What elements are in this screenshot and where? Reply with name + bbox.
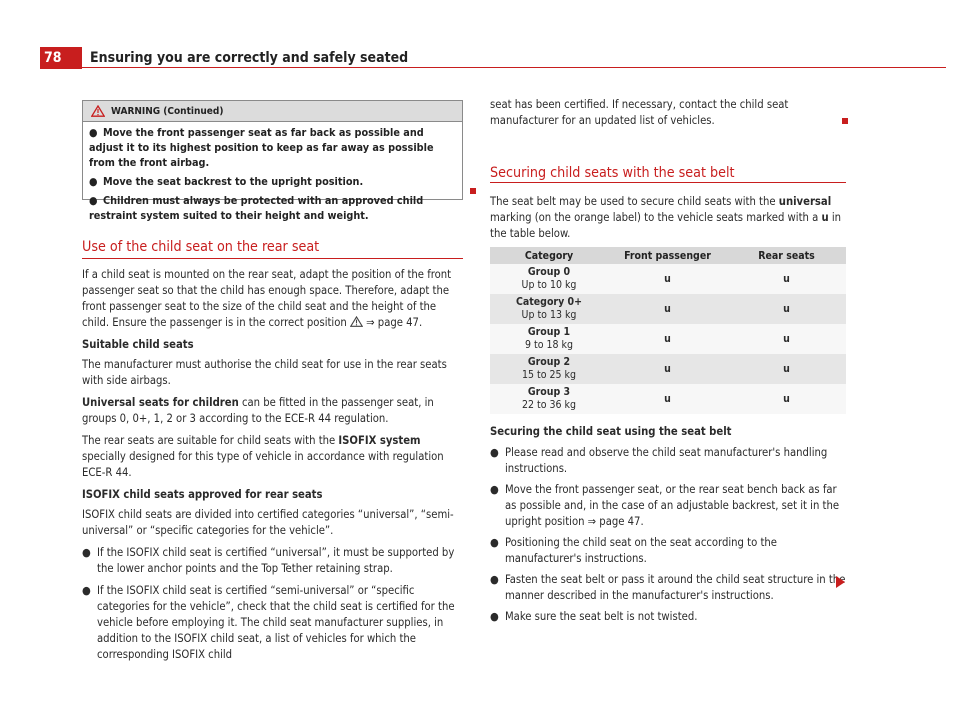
warning-item: ● Move the front passenger seat as far back as possible and adjust it to its highest position to keep as far away as possible from the front airbag. [89, 126, 434, 169]
table-cell-category: Group 0 Up to 10 kg [490, 264, 608, 294]
continue-arrow-icon [836, 576, 845, 588]
table-row [490, 264, 846, 294]
table-cell-category: Group 2 15 to 25 kg [490, 354, 608, 384]
paragraph: If a child seat is mounted on the rear seat, adapt the position of the front passenger seat so that the child has enough space. Therefore, adapt the front passenger seat to the size of the child seat and the height of the child. Ensure the passenger is in the correct position ⇒ page 47. [82, 268, 452, 329]
column-header: Front passenger [608, 247, 727, 264]
section-heading-rear-seat: Use of the child seat on the rear seat [82, 239, 320, 255]
table-cell: u [727, 354, 846, 384]
table-cell: u [727, 324, 846, 354]
table-cell: u [727, 384, 846, 414]
table-row [490, 384, 846, 414]
table-cell: u [608, 384, 727, 414]
warning-item: ● Move the seat backrest to the upright position. [89, 175, 364, 188]
table-cell: u [727, 264, 846, 294]
header-rule [82, 67, 946, 68]
list-item: ● Make sure the seat belt is not twisted. [490, 610, 698, 623]
table-cell: u [727, 294, 846, 324]
section-rule [490, 182, 846, 183]
paragraph: seat has been certified. If necessary, contact the child seat manufacturer for an updated list of vehicles. [490, 98, 789, 127]
table-cell: u [608, 324, 727, 354]
list-item: ● Fasten the seat belt or pass it around the child seat structure in the manner described in the manufacturer's instructions. [490, 573, 846, 602]
table-cell: u [608, 354, 727, 384]
table-cell: u [608, 264, 727, 294]
page-header-title: Ensuring you are correctly and safely seated [90, 50, 409, 66]
subheading: Securing the child seat using the seat belt [490, 425, 732, 438]
page-reference-link[interactable]: ⇒ page 47. [366, 316, 423, 329]
table-row [490, 324, 846, 354]
column-header: Rear seats [727, 247, 846, 264]
paragraph: The manufacturer must authorise the child seat for use in the rear seats with side airbags. [82, 358, 447, 387]
warning-header [83, 101, 462, 122]
warning-box [82, 100, 463, 222]
table-cell-category: Category 0+ Up to 13 kg [490, 294, 608, 324]
paragraph: Universal seats for children can be fitted in the passenger seat, in groups 0, 0+, 1, 2 or 3 according to the ECE-R 44 regulation. [82, 396, 434, 425]
column-header: Category [490, 247, 608, 264]
list-item: ● Positioning the child seat on the seat according to the manufacturer's instructions. [490, 536, 777, 565]
end-square-icon [842, 118, 848, 124]
table-row [490, 294, 846, 324]
end-square-icon [470, 188, 476, 194]
table-header-row [490, 247, 846, 264]
list-item: ● Move the front passenger seat, or the rear seat bench back as far as possible and, in the case of an adjustable backrest, set it in the upright position ⇒ page 47. [490, 483, 840, 528]
list-item: ● Please read and observe the child seat manufacturer's handling instructions. [490, 446, 828, 475]
warning-title: WARNING (Continued) [111, 105, 224, 117]
section-heading-seat-belt: Securing child seats with the seat belt [490, 165, 735, 181]
table-row [490, 354, 846, 384]
page-number: 78 [40, 47, 82, 69]
section-rule [82, 258, 463, 259]
table-cell-category: Group 3 22 to 36 kg [490, 384, 608, 414]
table-cell: u [608, 294, 727, 324]
table-cell-category: Group 1 9 to 18 kg [490, 324, 608, 354]
paragraph: The rear seats are suitable for child seats with the ISOFIX system specially designed for this type of vehicle in accordance with regulation ECE-R 44. [82, 434, 444, 479]
warning-item: ● Children must always be protected with an approved child restraint system suited to their height and weight. [89, 194, 424, 222]
warning-triangle-icon [350, 316, 363, 327]
paragraph: The seat belt may be used to secure child seats with the universal marking (on the orange label) to the vehicle seats marked with a u in the table below. [490, 195, 841, 240]
warning-triangle-icon [91, 105, 105, 117]
subheading: ISOFIX child seats approved for rear seats [82, 488, 323, 501]
paragraph: ISOFIX child seats are divided into certified categories “universal”, “semi-universal” or “specific categories for the vehicle”. [82, 508, 454, 537]
list-item: ● If the ISOFIX child seat is certified “universal”, it must be supported by the lower anchor points and the Top Tether retaining strap. [82, 546, 455, 575]
child-seat-table [490, 247, 846, 414]
list-item: ● If the ISOFIX child seat is certified “semi-universal” or “specific categories for the vehicle”, check that the child seat is certified for the vehicle before employing it. The child seat manufacturer supplies, in addition to the ISOFIX child seat, a list of vehicles for which the corresponding ISOFIX child [82, 584, 455, 661]
subheading: Suitable child seats [82, 338, 194, 351]
